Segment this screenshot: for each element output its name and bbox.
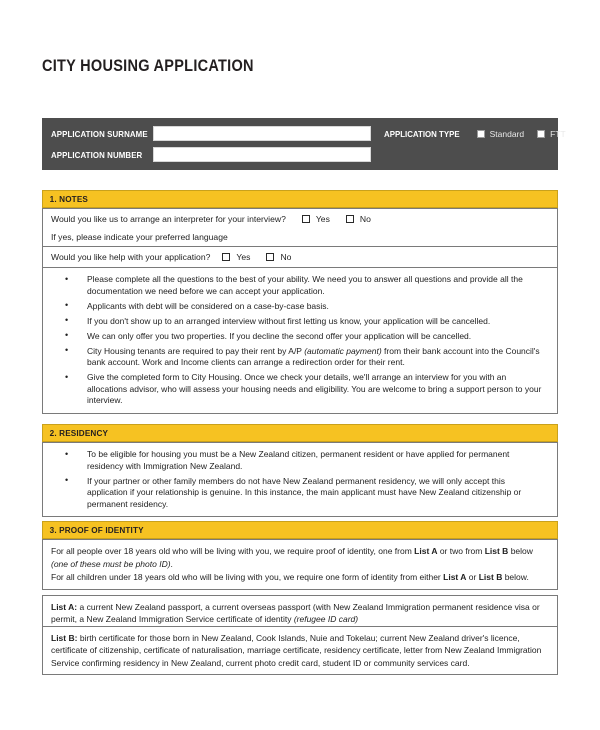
list-b-name: List B: bbox=[51, 633, 78, 643]
application-type-label: APPLICATION TYPE bbox=[384, 128, 460, 139]
help-question-line bbox=[43, 247, 557, 267]
notes-bullets-row bbox=[43, 268, 557, 413]
section-header-notes-label: 1. NOTES bbox=[49, 194, 88, 204]
list-item: • Please complete all the questions to the best of your ability. We need you to answer all questions and provide all the documentation we need before we can accept your application. bbox=[43, 274, 547, 297]
list-item: • We can only offer you two properties. If you decline the second offer your application will be cancelled. bbox=[43, 331, 547, 343]
list-item: • To be eligible for housing you must be a New Zealand citizen, permanent resident or have applied for permanent residency with Immigration New Zealand. bbox=[43, 449, 547, 472]
proof-adults-paragraph: For all people over 18 years old who will be living with you, we require proof of identity, one from List A or two from List B below (one of these must be photo ID). bbox=[51, 546, 533, 569]
application-type-ftt-label: FTT bbox=[550, 128, 566, 139]
help-question-text: Would you like help with your application? bbox=[51, 252, 211, 262]
list-item: • City Housing tenants are required to pay their rent by A/P (automatic payment) from their bank account into the Council's bank account. Work and Income clients can arrange a redirection order for their rent. bbox=[43, 346, 547, 369]
notes-section-box bbox=[42, 208, 558, 414]
application-surname-input[interactable] bbox=[153, 126, 371, 141]
residency-section-box bbox=[42, 442, 558, 517]
notes-bullet-list bbox=[43, 268, 557, 413]
application-surname-row bbox=[42, 125, 566, 142]
application-type-standard-checkbox[interactable] bbox=[477, 130, 485, 138]
application-header-bar bbox=[42, 118, 566, 170]
application-type-ftt-checkbox[interactable] bbox=[537, 130, 545, 138]
help-no-checkbox[interactable] bbox=[266, 253, 274, 261]
interpreter-no-label: No bbox=[359, 213, 371, 224]
interpreter-yes-label: Yes bbox=[315, 213, 330, 224]
list-b-box bbox=[42, 626, 558, 675]
section-header-notes bbox=[42, 190, 558, 208]
application-type-group bbox=[384, 129, 566, 139]
application-surname-label: APPLICATION SURNAME bbox=[51, 128, 148, 139]
interpreter-question-row bbox=[43, 209, 557, 247]
list-a-name: List A: bbox=[51, 602, 78, 612]
list-item: • If your partner or other family members do not have New Zealand permanent residency, we will only accept this application if your relationship is genuine. In this instance, the main applicant must have New Zealand citizenship or permanent residency. bbox=[43, 476, 547, 511]
proof-children-paragraph: For all children under 18 years old who will be living with you, we require one form of identity from either List A or List B below. bbox=[51, 572, 529, 583]
help-yes-label: Yes bbox=[236, 252, 251, 262]
application-number-row bbox=[42, 146, 558, 163]
interpreter-question-text: Would you like us to arrange an interpreter for your interview? bbox=[51, 213, 286, 224]
page-title: CITY HOUSING APPLICATION bbox=[42, 57, 254, 75]
list-b-block bbox=[43, 627, 557, 674]
list-item: • If you don't show up to an arranged interview without first letting us know, your application will be cancelled. bbox=[43, 316, 547, 328]
help-question-row bbox=[43, 247, 557, 268]
section-header-residency-label: 2. RESIDENCY bbox=[49, 428, 109, 438]
residency-bullet-list bbox=[43, 443, 557, 516]
proof-of-identity-intro-box bbox=[42, 539, 558, 590]
help-yes-checkbox[interactable] bbox=[222, 253, 230, 261]
preferred-language-line bbox=[43, 228, 557, 246]
interpreter-no-checkbox[interactable] bbox=[346, 215, 354, 223]
section-header-proof-of-identity bbox=[42, 521, 558, 539]
section-header-residency bbox=[42, 424, 558, 442]
section-header-proof-of-identity-label: 3. PROOF OF IDENTITY bbox=[49, 525, 144, 535]
list-item: • Applicants with debt will be considered on a case-by-case basis. bbox=[43, 301, 547, 313]
list-b-text: List B: birth certificate for those born in New Zealand, Cook Islands, Nuie and Tokelau; current New Zealand driver's licence, certificate of citizenship, certificate of naturalisation, marriage certificate, residency certificate, letter from New Zealand Immigration Service confirming residency in New Zealand, current photo credit card, student ID or community services card. bbox=[51, 633, 542, 668]
help-no-label: No bbox=[280, 252, 292, 262]
preferred-language-text: If yes, please indicate your preferred language bbox=[51, 232, 228, 242]
list-item: • Give the completed form to City Housing. Once we check your details, we'll arrange an interview for you with an allocations advisor, who will assess your housing needs and eligibility. You are welcome to bring a support person to your interview. bbox=[43, 372, 547, 407]
list-a-text: List A: a current New Zealand passport, a current overseas passport (with New Zealand Immigration permanent residence visa or permit, a New Zealand Immigration Service certificate of identity (refugee ID card) bbox=[51, 602, 540, 625]
application-number-input[interactable] bbox=[153, 147, 371, 162]
application-number-label: APPLICATION NUMBER bbox=[51, 149, 143, 160]
proof-of-identity-paragraphs bbox=[43, 540, 557, 589]
interpreter-question-line bbox=[43, 209, 557, 228]
application-type-standard-label: Standard bbox=[489, 128, 525, 139]
interpreter-yes-checkbox[interactable] bbox=[302, 215, 310, 223]
